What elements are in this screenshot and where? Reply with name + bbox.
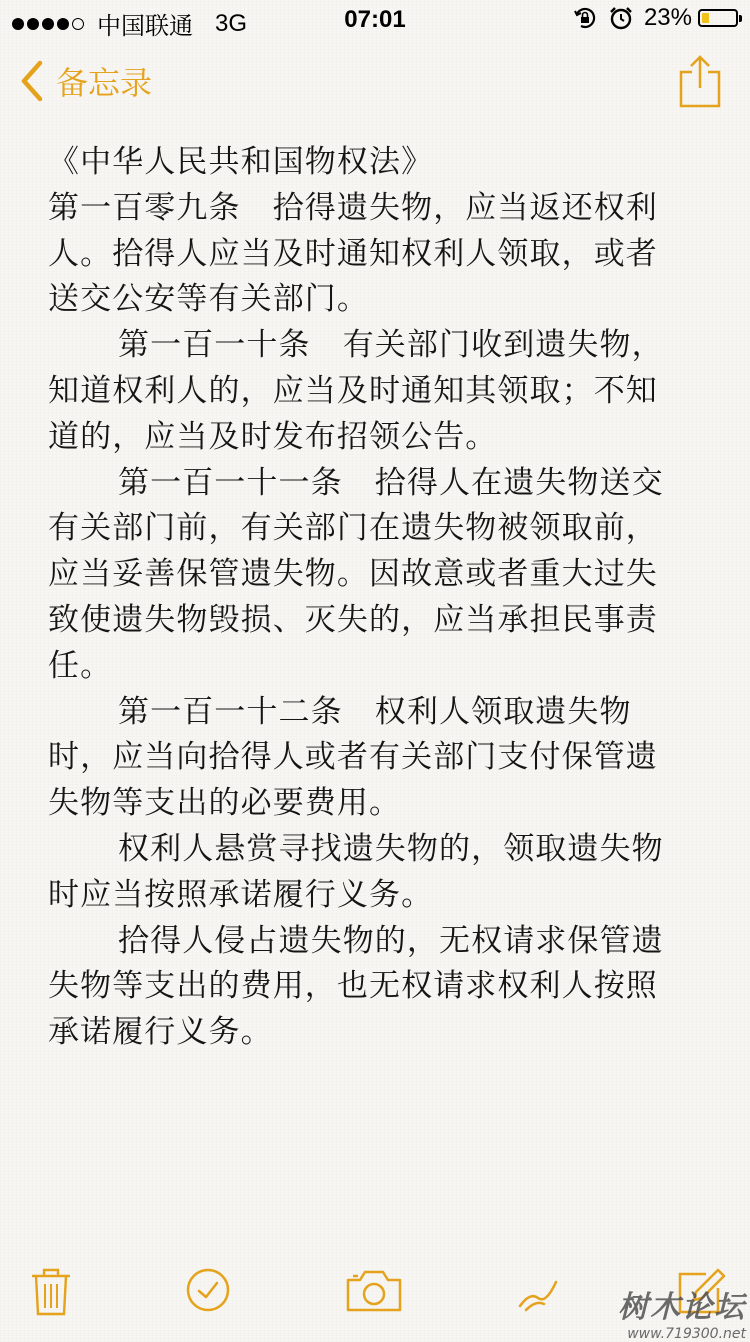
note-paragraph: 拾得人侵占遗失物的，无权请求保管遗失物等支出的费用，也无权请求权利人按照承诺履行义务。 bbox=[48, 922, 664, 1051]
share-icon bbox=[678, 54, 722, 110]
sketch-button[interactable] bbox=[516, 1266, 566, 1320]
camera-icon bbox=[344, 1266, 404, 1314]
checklist-button[interactable] bbox=[184, 1266, 232, 1318]
note-body[interactable] bbox=[48, 140, 688, 1056]
forum-watermark bbox=[618, 1282, 746, 1342]
share-button[interactable] bbox=[678, 54, 722, 114]
status-time: 07:01 bbox=[344, 6, 406, 33]
sketch-icon bbox=[516, 1266, 566, 1316]
watermark-text: 树木论坛 bbox=[618, 1290, 746, 1325]
status-bar-right bbox=[572, 4, 738, 32]
delete-button[interactable] bbox=[30, 1266, 72, 1322]
carrier-name: 中国联通 bbox=[97, 13, 193, 40]
alarm-icon bbox=[608, 5, 634, 31]
battery-percent: 23% bbox=[643, 4, 692, 31]
note-paragraph: 第一百零九条 拾得遗失物，应当返还权利人。拾得人应当及时通知权利人领取，或者送交公安等有关部门。 bbox=[48, 189, 658, 318]
back-button[interactable] bbox=[18, 58, 152, 104]
checklist-icon bbox=[184, 1266, 232, 1314]
note-paragraph: 第一百一十二条 权利人领取遗失物时，应当向拾得人或者有关部门支付保管遗失物等支出的必要费用。 bbox=[48, 693, 658, 822]
note-paragraph: 第一百一十条 有关部门收到遗失物，知道权利人的，应当及时通知其领取；不知道的，应当及时发布招领公告。 bbox=[48, 327, 664, 455]
note-paragraph: 第一百一十一条 拾得人在遗失物送交有关部门前，有关部门在遗失物被领取前，应当妥善保管遗失物。因故意或者重大过失致使遗失物毁损、灭失的，应当承担民事责任。 bbox=[48, 464, 664, 684]
navigation-bar bbox=[0, 52, 750, 118]
back-button-label: 备忘录 bbox=[56, 64, 153, 102]
battery-icon bbox=[698, 9, 738, 27]
note-paragraph: 权利人悬赏寻找遗失物的，领取遗失物时应当按照承诺履行义务。 bbox=[48, 830, 664, 913]
network-type: 3G bbox=[215, 9, 248, 37]
orientation-lock-icon bbox=[572, 5, 598, 31]
status-bar bbox=[0, 0, 750, 40]
watermark-url: www.719300.net bbox=[627, 1326, 746, 1342]
trash-icon bbox=[30, 1266, 72, 1318]
note-title: 《中华人民共和国物权法》 bbox=[48, 144, 434, 180]
camera-button[interactable] bbox=[344, 1266, 404, 1318]
chevron-left-icon bbox=[18, 59, 46, 103]
